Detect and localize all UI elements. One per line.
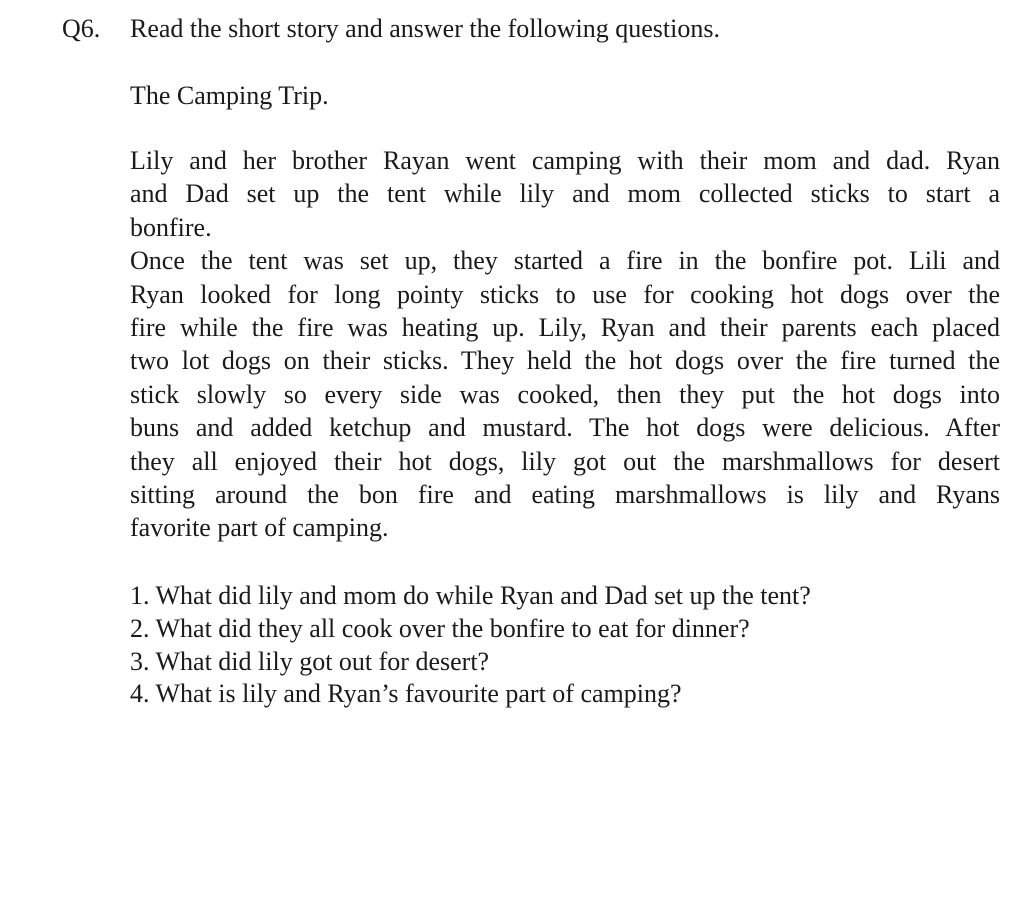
story-title: The Camping Trip.: [130, 81, 329, 110]
question-list: [130, 580, 811, 711]
story-line: sitting around the bon fire and eating marshmallows is lily and Ryans: [130, 479, 1000, 509]
question-item-number: 2.: [130, 613, 150, 643]
story-line: they all enjoyed their hot dogs, lily got out the marshmallows for desert: [130, 446, 1000, 476]
question-item-text: What did lily got out for desert?: [155, 646, 490, 676]
question-item: [130, 580, 811, 613]
question-item-text: What did lily and mom do while Ryan and Dad set up the tent?: [155, 581, 811, 610]
story-line: two lot dogs on their sticks. They held the hot dogs over the fire turned the: [130, 346, 1000, 376]
story-line: bonfire.: [130, 212, 212, 242]
story-line: fire while the fire was heating up. Lily, Ryan and their parents each placed: [130, 312, 1000, 342]
question-item-number: 3.: [130, 646, 150, 676]
question-item-number: 4.: [130, 679, 150, 709]
question-item: [130, 646, 811, 679]
question-item-text: What is lily and Ryan’s favourite part of camping?: [155, 679, 682, 709]
question-item: [130, 678, 811, 711]
story-line: Once the tent was set up, they started a fire in the bonfire pot. Lili and: [130, 246, 1000, 276]
story-line: and Dad set up the tent while lily and mom collected sticks to start a: [130, 179, 1000, 209]
question-header: [62, 12, 720, 46]
story-line: stick slowly so every side was cooked, then they put the hot dogs into: [130, 379, 1000, 409]
question-number: Q6.: [62, 14, 101, 43]
question-item-text: What did they all cook over the bonfire to eat for dinner?: [155, 613, 750, 643]
question-item: [130, 613, 811, 646]
question-item-number: 1.: [130, 581, 150, 610]
story-line: Ryan looked for long pointy sticks to use for cooking hot dogs over the: [130, 279, 1000, 309]
question-instruction: Read the short story and answer the following questions.: [130, 14, 720, 43]
story-line: buns and added ketchup and mustard. The hot dogs were delicious. After: [130, 413, 1000, 443]
story-line: favorite part of camping.: [130, 513, 389, 543]
story-line: Lily and her brother Rayan went camping with their mom and dad. Ryan: [130, 146, 1000, 175]
story-body: [130, 144, 1000, 545]
